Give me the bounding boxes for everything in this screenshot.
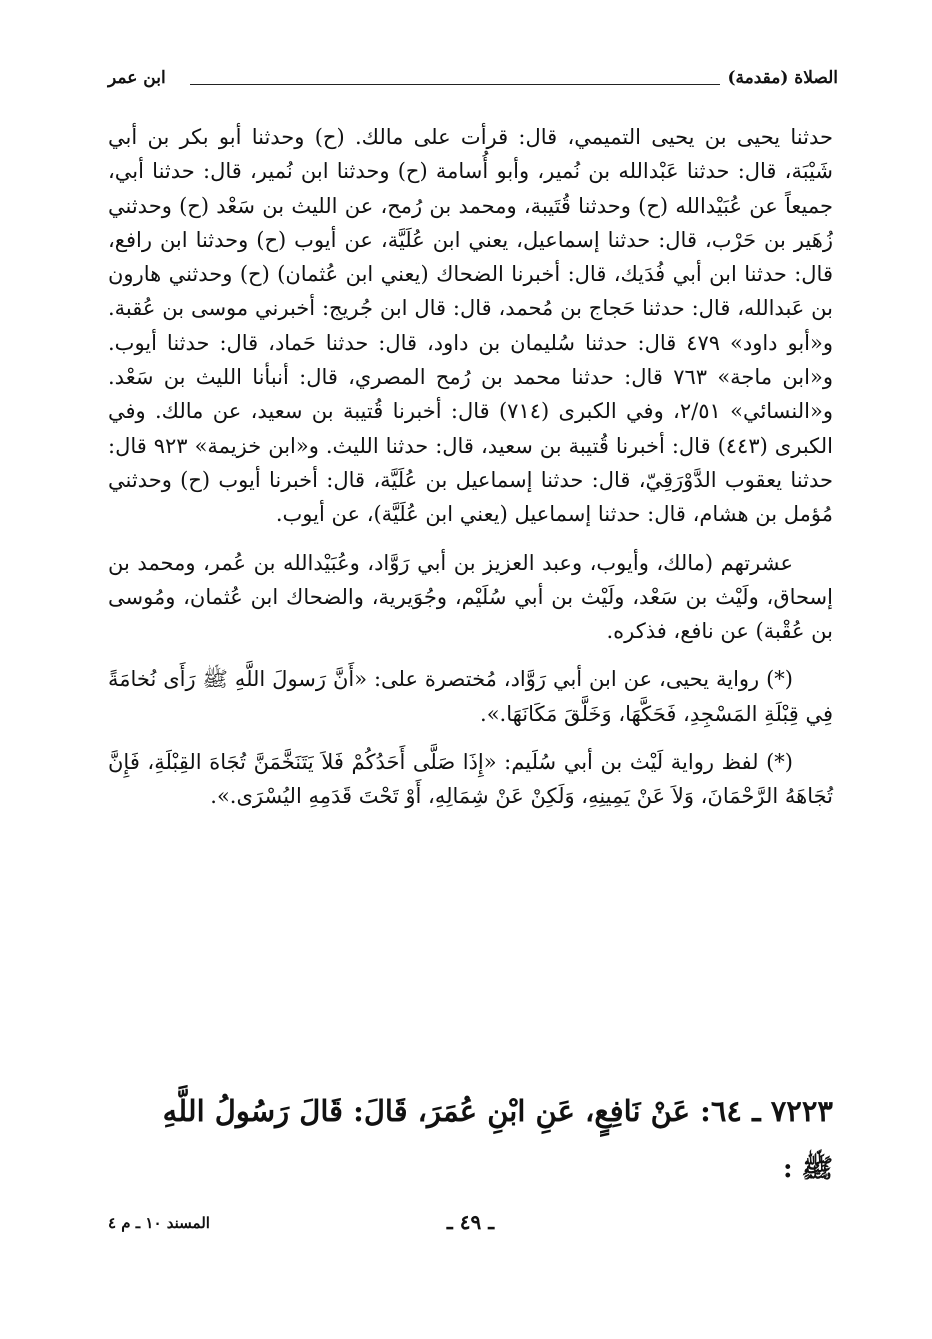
volume-mark: المسند ١٠ ـ م ٤	[108, 1214, 210, 1232]
running-header	[108, 68, 838, 98]
body-text	[108, 120, 833, 814]
isnad-paragraph: حدثنا يحيى بن يحيى التميمي، قال: قرأت على مالك. (ح) وحدثنا أبو بكر بن أبي شَيْبَة، قال: حدثنا عَبْدالله بن نُمير، وأبو أُسامة (ح) وحدثنا ابن نُمير، قال: حدثنا أبي، جميعاً عن عُبَيْدالله (ح) وحدثنا قُتَيبة، ومحمد بن رُمح، عن الليث بن سَعْد (ح) وحدثني زُهَير بن حَرْب، قال: حدثنا إسماعيل، يعني ابن عُلَيَّة، عن أيوب (ح) وحدثنا ابن رافع، قال: حدثنا ابن أبي فُدَيك، قال: أخبرنا الضحاك (يعني ابن عُثمان) (ح) وحدثني هارون بن عَبدالله، قال: حدثنا حَجاج بن مُحمد، قال: قال ابن جُريج: أخبرني موسى بن عُقبة. و«أبو داود» ٤٧٩ قال: حدثنا سُليمان بن داود، قال: حدثنا حَماد، قال: حدثنا أيوب. و«ابن ماجة» ٧٦٣ قال: حدثنا محمد بن رُمح المصري، قال: أنبأنا الليث بن سَعْد. و«النسائي» ٢/٥١، وفي الكبرى (٧١٤) قال: أخبرنا قُتيبة بن سعيد، عن مالك. وفي الكبرى (٤٤٣) قال: أخبرنا قُتيبة بن سعيد، قال: حدثنا الليث. و«ابن خزيمة» ٩٢٣ قال: حدثنا يعقوب الدَّوْرَقِيّ، قال: حدثنا إسماعيل بن عُلَيَّة، قال: أخبرنا أيوب (ح) وحدثني مُؤمل بن هشام، قال: حدثنا إسماعيل (يعني ابن عُلَيَّة)، عن أيوب.	[108, 125, 833, 527]
hadith-heading	[108, 1088, 833, 1192]
note-paragraph-layth: (*) لفظ رواية لَيْث بن أبي سُلَيم: «إِذَا صَلَّى أَحَدُكُمْ فَلاَ يَتَنَخَّمَنَّ تُجَاهَ القِبْلَةِ، فَإِنَّ تُجَاهَهُ الرَّحْمَانَ، وَلاَ عَنْ يَمِينِهِ، وَلَكِنْ عَنْ شِمَالِهِ، أَوْ تَحْتَ قَدَمِهِ اليُسْرَى.».	[108, 750, 833, 809]
header-companion-name: ابن عمر	[108, 68, 166, 88]
note-paragraph-yahya: (*) رواية يحيى، عن ابن أبي رَوَّاد، مُختصرة على: «أَنَّ رَسولَ اللَّهِ ﷺ رَأَى نُخامَةً فِي قِبْلَةِ المَسْجِدِ، فَحَكَّهَا، وَخَلَّقَ مَكَانَهَا.».	[108, 667, 833, 726]
page-number: ـ ٤٩ ـ	[446, 1210, 495, 1234]
hadith-heading-text: ٧٢٢٣ ـ ٦٤: عَنْ نَافِعٍ، عَنِ ابْنِ عُمَرَ، قَالَ: قَالَ رَسُولُ اللَّهِ	[162, 1094, 833, 1128]
summary-paragraph: عشرتهم (مالك، وأيوب، وعبد العزيز بن أبي رَوَّاد، وعُبَيْدالله بن عُمر، ومحمد بن إسحاق، ولَيْث بن سَعْد، ولَيْث بن أبي سُلَيْم، وجُوَيرية، والضحاك ابن عُثمان، ومُوسى بن عُقْبة) عن نافع، فذكره.	[108, 550, 833, 644]
header-section-title: الصلاة (مقدمة)	[727, 68, 838, 88]
header-rule	[190, 84, 720, 85]
hadith-heading-continuation: ﷺ :	[782, 1154, 833, 1184]
page-footer	[108, 1210, 833, 1244]
